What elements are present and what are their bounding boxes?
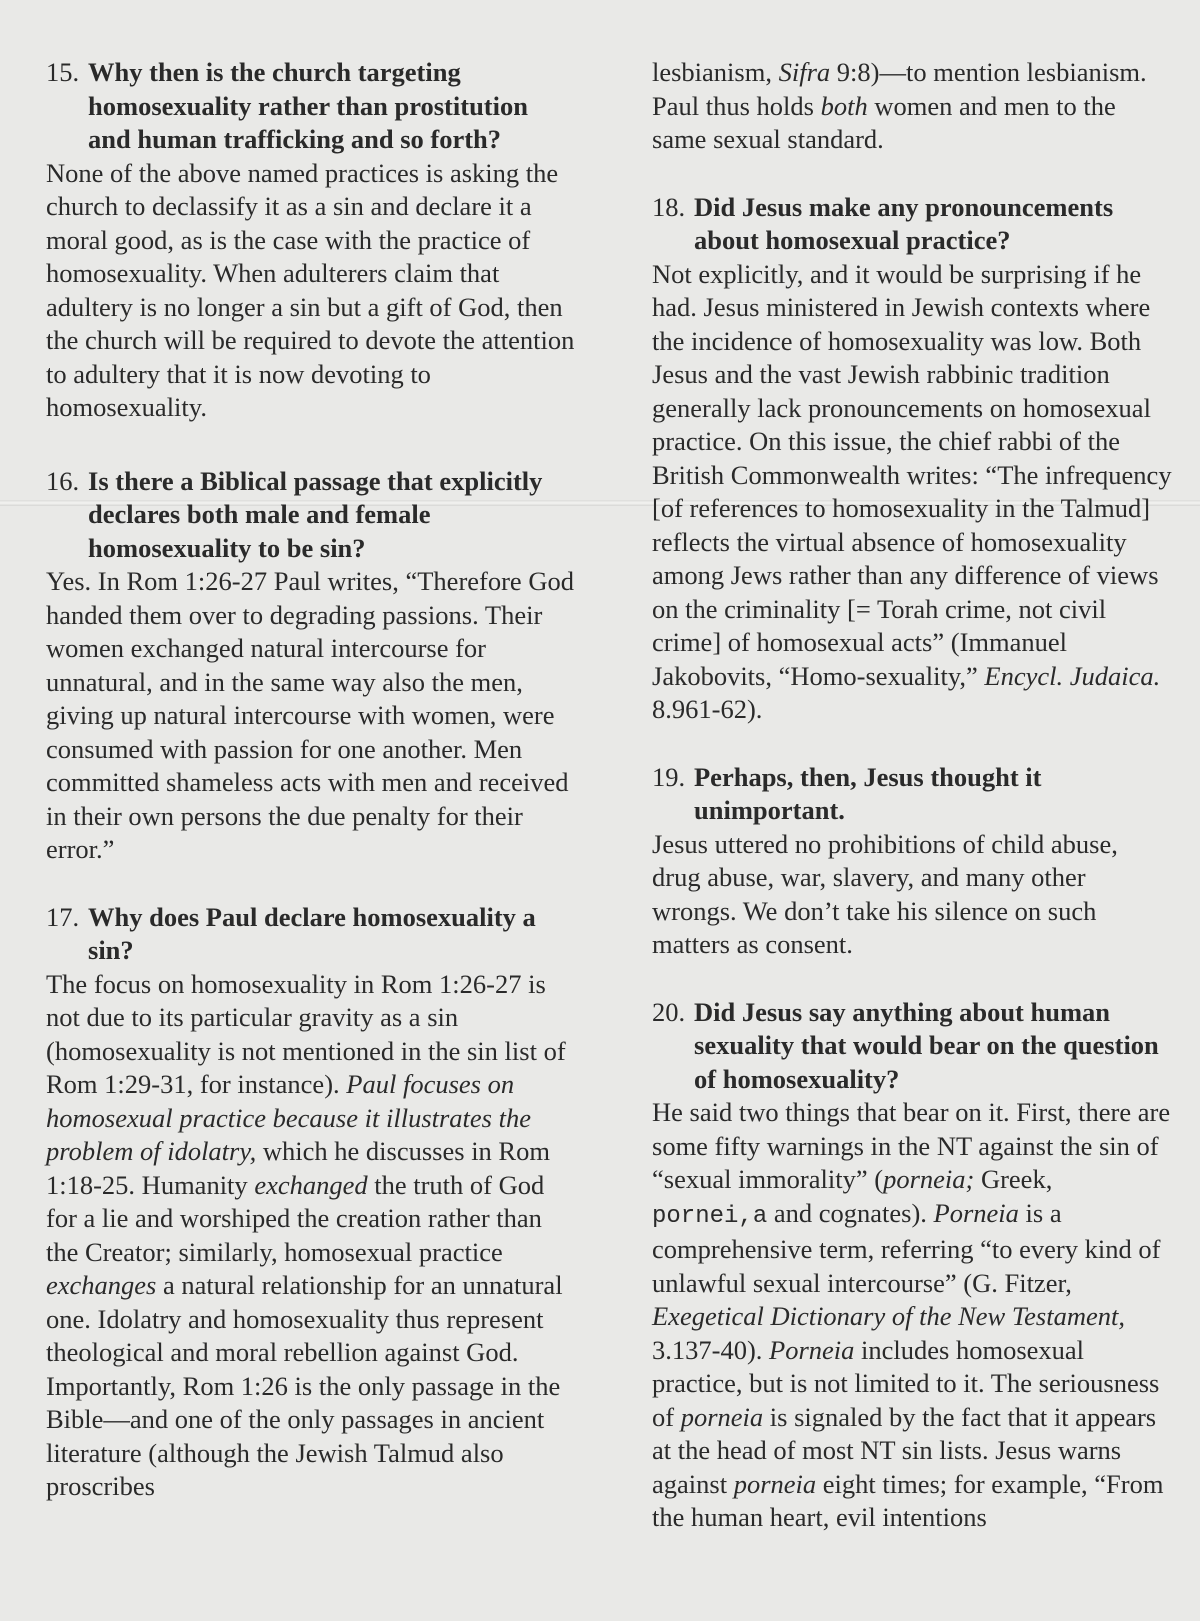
answer-italic-segment: Encycl. Judaica. bbox=[984, 660, 1161, 691]
answer-italic-segment: porneia; bbox=[883, 1164, 975, 1194]
question-title: Did Jesus say anything about human sexuality that would bear on the question of homosexuality? bbox=[694, 996, 1159, 1094]
question-number: 15. bbox=[46, 57, 80, 87]
answer-segment: lesbianism, bbox=[652, 57, 779, 87]
question-number: 16. bbox=[46, 465, 80, 496]
question-20-heading bbox=[652, 996, 1172, 1097]
answer-italic-segment: Porneia bbox=[933, 1197, 1019, 1228]
right-column bbox=[652, 56, 1172, 1569]
question-17 bbox=[46, 901, 576, 1504]
question-title: Perhaps, then, Jesus thought it unimportant. bbox=[694, 761, 1042, 825]
question-title: Why then is the church targeting homosexuality rather than prostitution and human trafficking and so forth? bbox=[88, 57, 528, 154]
question-number: 18. bbox=[652, 191, 686, 222]
answer-text bbox=[652, 56, 1172, 157]
answer-italic-segment: exchanged bbox=[254, 1169, 368, 1200]
answer-text: Jesus uttered no prohibitions of child abuse, drug abuse, war, slavery, and many other wrongs. We don’t take his silence on such matters as consent. bbox=[652, 828, 1118, 959]
answer-segment: Not explicitly, and it would be surprising if he had. Jesus ministered in Jewish contexts where the incidence of homosexuality was low. Both Jesus and the vast Jewish rabbinic tradition generally lack pronouncements on homosexual practice. On this issue, the chief rabbi of the British Commonwealth writes: “The infrequency [of references to homosexuality in the Talmud] reflects the virtual absence of homosexuality among Jews rather than any difference of views on the criminality [= Torah crime, not civil crime] of homosexual acts” (Immanuel Jakobovits, “Homo-sexuality,” bbox=[652, 258, 1172, 691]
answer-text bbox=[652, 1096, 1172, 1535]
answer-text bbox=[652, 258, 1172, 727]
question-number: 20. bbox=[652, 996, 686, 1027]
question-17-heading bbox=[46, 901, 576, 968]
answer-italic-segment: Sifra bbox=[778, 57, 831, 87]
answer-italic-segment: both bbox=[820, 90, 868, 121]
question-20 bbox=[652, 996, 1172, 1535]
question-18 bbox=[652, 191, 1172, 727]
greek-term: pornei,a bbox=[652, 1202, 768, 1230]
answer-segment: is signaled by the fact that it appears at the head of most NT sin lists. Jesus warns against bbox=[652, 1401, 1157, 1499]
answer-segment: The focus on homosexuality in Rom 1:26-27 is not due to its particular gravity as a sin (homosexuality is not mentioned in the sin list of Rom 1:29-31, for instance). bbox=[46, 968, 566, 1099]
question-17-continued bbox=[652, 56, 1172, 157]
answer-segment: is a comprehensive term, referring “to every kind of unlawful sexual intercourse” (G. Fitzer, bbox=[652, 1197, 1161, 1298]
answer-segment: 8.961-62). bbox=[652, 694, 763, 724]
question-18-heading bbox=[652, 191, 1172, 258]
answer-text: None of the above named practices is asking the church to declassify it as a sin and declare it a moral good, as is the case with the practice of homosexuality. When adulterers claim that adultery is no longer a sin but a gift of God, then the church will be required to devote the attention to adultery that it is now devoting to homosexuality. bbox=[46, 157, 575, 422]
answer-italic-segment: Porneia bbox=[769, 1334, 855, 1365]
answer-italic-segment: exchanges bbox=[46, 1270, 157, 1300]
answer-segment: and cognates). bbox=[767, 1197, 934, 1228]
question-title: Did Jesus make any pronouncements about homosexual practice? bbox=[694, 191, 1114, 255]
question-19 bbox=[652, 761, 1172, 962]
answer-segment: the truth of God for a lie and worshiped the creation rather than the Creator; similarly, homosexual practice bbox=[46, 1169, 545, 1267]
answer-text: Yes. In Rom 1:26-27 Paul writes, “Therefore God handed them over to degrading passions. Their women exchanged natural intercourse for unnatural, and in the same way also the men, giving up natural intercourse with women, were consumed with passion for one another. Men committed shameless acts with men and received in their own persons the due penalty for their error.” bbox=[46, 566, 574, 864]
answer-segment: Greek, bbox=[974, 1164, 1053, 1194]
answer-segment: He said two things that bear on it. First, there are some fifty warnings in the NT against the sin of “sexual immorality” ( bbox=[652, 1097, 1171, 1194]
left-column bbox=[46, 56, 576, 1538]
answer-segment: women and men to the same sexual standard. bbox=[652, 90, 1116, 154]
answer-segment: eight times; for example, “From the human heart, evil intentions bbox=[652, 1468, 1164, 1532]
question-15-heading bbox=[46, 56, 576, 157]
answer-text bbox=[46, 968, 576, 1504]
answer-italic-segment: Paul focuses on homosexual practice because it illustrates the problem of idolatry, bbox=[46, 1069, 531, 1166]
answer-italic-segment: Exegetical Dictionary of the New Testament, bbox=[652, 1301, 1125, 1331]
question-19-heading bbox=[652, 761, 1172, 828]
question-15 bbox=[46, 56, 576, 425]
question-title: Is there a Biblical passage that explicitly declares both male and female homosexuality to be sin? bbox=[88, 465, 543, 563]
answer-segment: which he discusses in Rom 1:18-25. Humanity bbox=[46, 1136, 550, 1200]
question-title: Why does Paul declare homosexuality a sin? bbox=[88, 901, 536, 965]
question-number: 17. bbox=[46, 901, 80, 932]
answer-segment: includes homosexual practice, but is not limited to it. The seriousness of bbox=[652, 1334, 1160, 1432]
answer-segment: a natural relationship for an unnatural one. Idolatry and homosexuality thus represent theological and moral rebellion against God. Importantly, Rom 1:26 is the only passage in the Bible—and one of the only passages in ancient literature (although the Jewish Talmud also proscribes bbox=[46, 1270, 563, 1501]
answer-italic-segment: porneia bbox=[680, 1401, 764, 1432]
question-16 bbox=[46, 465, 576, 867]
answer-italic-segment: porneia bbox=[733, 1468, 817, 1499]
question-number: 19. bbox=[652, 761, 686, 792]
answer-segment: 9:8)—to mention lesbianism. Paul thus holds bbox=[652, 57, 1147, 121]
answer-segment: 3.137-40). bbox=[652, 1334, 770, 1365]
question-16-heading bbox=[46, 465, 576, 566]
